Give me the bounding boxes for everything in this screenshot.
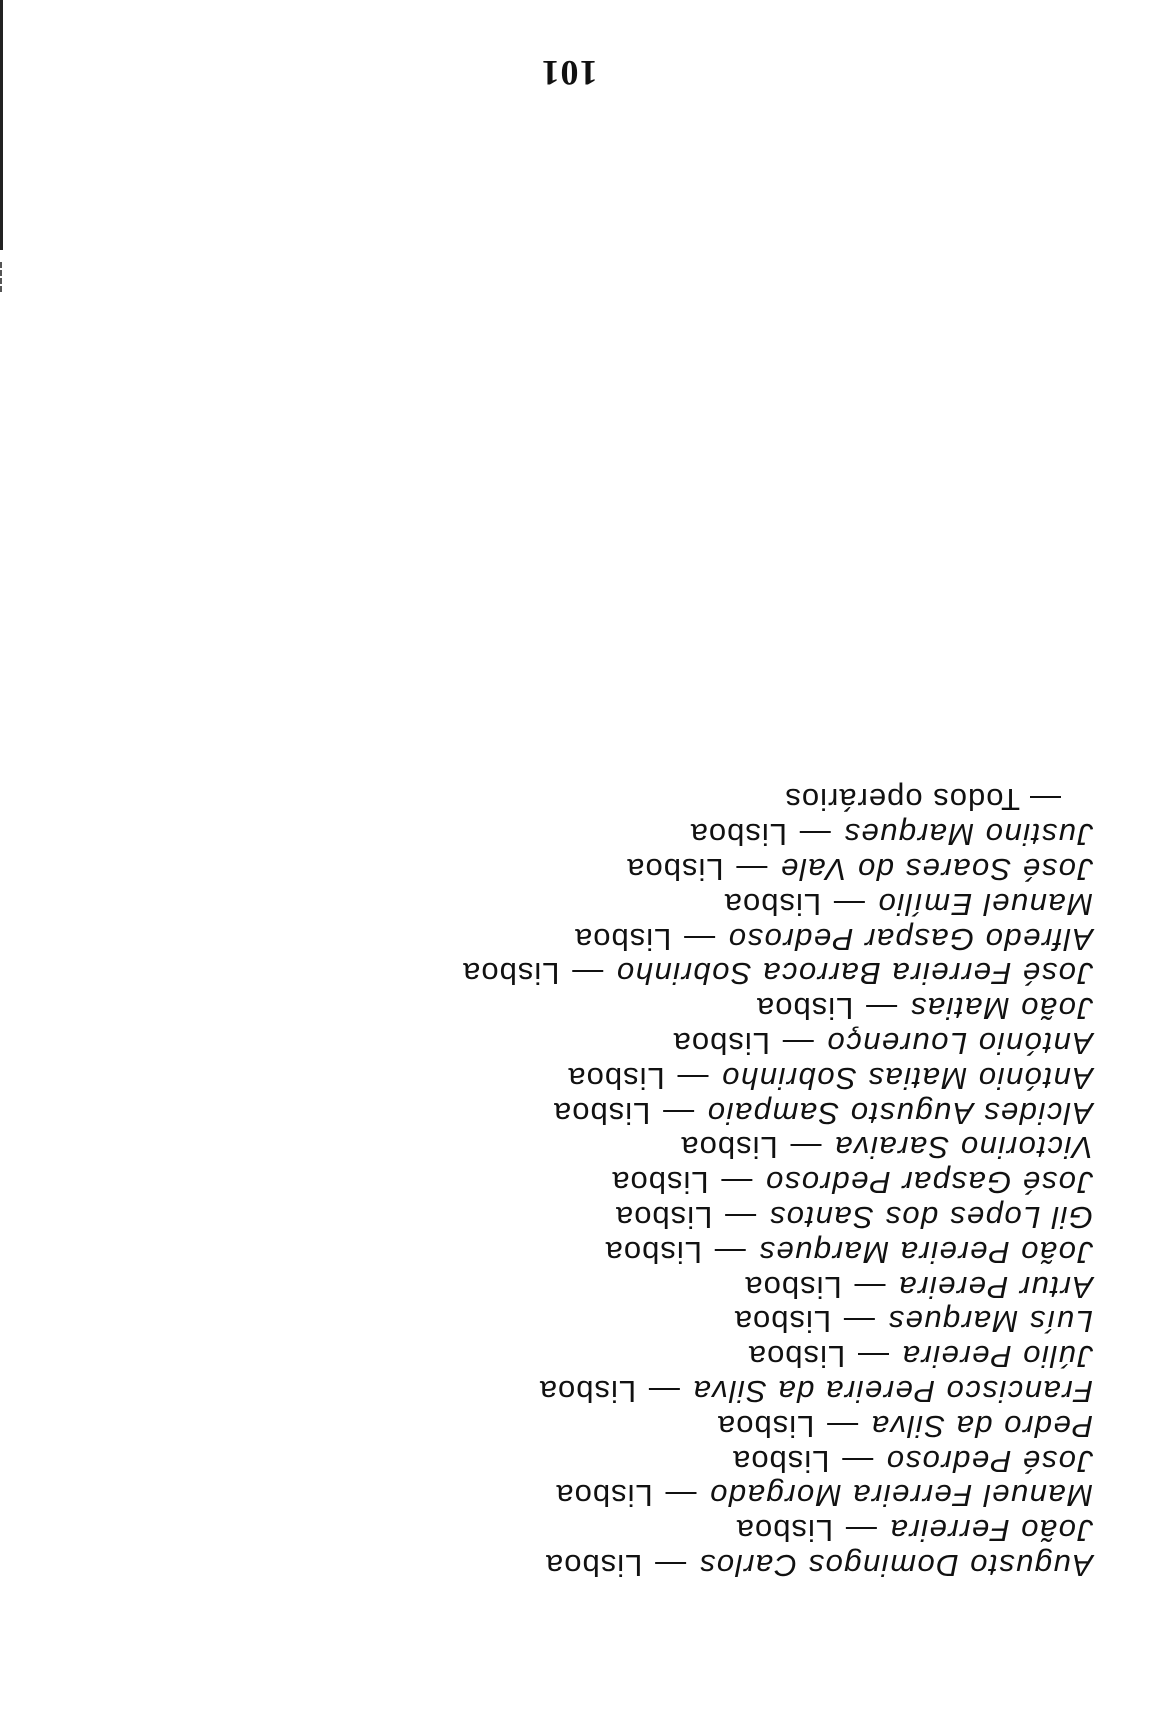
signatory-name: Augusto Domingos Carlos	[698, 1548, 1093, 1583]
separator-dash: —	[724, 1200, 757, 1236]
separator-dash: —	[676, 1060, 709, 1096]
signatory-city: Lisboa	[733, 1304, 832, 1340]
signatory-city: Lisboa	[744, 1269, 842, 1305]
signatory-entry	[462, 1269, 1093, 1304]
signatory-city: Lisboa	[717, 1408, 815, 1444]
separator-dash: —	[833, 886, 865, 922]
signatory-entry	[462, 886, 1093, 921]
signatory-city: Lisboa	[545, 1548, 643, 1583]
signatory-city: Lisboa	[555, 1478, 653, 1514]
signatory-name: Alcides Augusto Sampaio	[706, 1095, 1093, 1131]
separator-dash: —	[845, 1513, 877, 1549]
signatory-entry	[462, 851, 1093, 886]
separator-dash: —	[735, 852, 768, 888]
signatory-entry	[462, 1095, 1093, 1130]
signatory-name: João Matias	[909, 991, 1093, 1027]
separator-dash: —	[782, 1026, 814, 1062]
signatory-entry	[462, 921, 1093, 956]
signatory-name: José Gaspar Pedroso	[764, 1165, 1093, 1201]
signatory-entry	[462, 1199, 1093, 1234]
signatory-city: Lisboa	[626, 852, 724, 888]
signatory-name: João Pereira Marques	[758, 1234, 1093, 1270]
separator-dash: —	[664, 1478, 697, 1514]
signatory-entry	[462, 956, 1093, 991]
separator-dash: —	[841, 1443, 874, 1479]
signatory-entry	[462, 1164, 1093, 1199]
separator-dash: —	[789, 1130, 822, 1166]
signatory-name: Victorino Saraiva	[833, 1130, 1093, 1166]
signatory-city: Lisboa	[680, 1130, 778, 1166]
signatory-entry	[462, 1512, 1093, 1547]
signatory-city: Lisboa	[567, 1060, 665, 1096]
separator-dash: —	[865, 991, 898, 1027]
signatory-city: Lisboa	[723, 886, 822, 922]
separator-dash: —	[854, 1269, 886, 1305]
closing-note: — Todos operários	[784, 782, 1061, 818]
signatory-entry	[462, 1478, 1093, 1513]
page-number: 101	[540, 53, 598, 93]
separator-dash: —	[662, 1095, 695, 1131]
signatory-name: Gil Lopes dos Santos	[768, 1200, 1093, 1236]
separator-dash: —	[799, 817, 831, 853]
signatory-entry	[462, 1304, 1093, 1339]
signatory-entry	[462, 1408, 1093, 1443]
separator-dash: —	[857, 1339, 889, 1375]
signatory-name: Justino Marques	[843, 817, 1093, 853]
signatory-entry	[462, 990, 1093, 1025]
signatory-city: Lisboa	[614, 1200, 713, 1236]
separator-dash: —	[683, 921, 716, 957]
signatory-city: Lisboa	[611, 1165, 709, 1201]
signatory-name: Manuel Emílio	[877, 886, 1093, 922]
signatory-list	[462, 782, 1093, 1582]
signatory-name: António Matias Sobrinho	[720, 1060, 1093, 1096]
signatory-name: Francisco Pereira da Silva	[692, 1374, 1093, 1410]
signatory-city: Lisboa	[756, 991, 854, 1027]
separator-dash: —	[720, 1165, 753, 1201]
signatory-city: Lisboa	[672, 1026, 770, 1062]
signatory-entry	[462, 1234, 1093, 1269]
signatory-entry	[462, 816, 1093, 851]
signatory-entry	[462, 1373, 1093, 1408]
signatory-name: Manuel Ferreira Morgado	[708, 1478, 1093, 1514]
signatory-name: José Pedroso	[885, 1443, 1093, 1479]
signatory-name: Artur Pereira	[897, 1269, 1093, 1305]
signatory-name: Alfredo Gaspar Pedroso	[727, 921, 1093, 957]
signatory-city: Lisboa	[553, 1095, 651, 1131]
signatory-city: Lisboa	[538, 1374, 637, 1410]
signatory-entry	[462, 1547, 1093, 1582]
signatory-name: José Ferreira Barroca Sobrinho	[615, 956, 1093, 992]
signatory-name: António Lourenço	[825, 1026, 1093, 1062]
signatory-entry	[462, 1025, 1093, 1060]
signatory-entry	[462, 1338, 1093, 1373]
signatory-city: Lisboa	[574, 921, 672, 957]
separator-dash: —	[826, 1408, 859, 1444]
signatory-name: José Soares do Vale	[779, 852, 1093, 888]
signatory-name: Júlio Pereira	[901, 1339, 1093, 1375]
signatory-city: Lisboa	[732, 1443, 830, 1479]
signatory-name: Pedro da Silva	[870, 1408, 1093, 1444]
signatory-city: Lisboa	[735, 1513, 834, 1549]
separator-dash: —	[648, 1374, 680, 1410]
signatory-entry	[462, 1443, 1093, 1478]
separator-dash: —	[843, 1304, 875, 1340]
signatory-city: Lisboa	[747, 1339, 846, 1375]
signatory-name: João Ferreira	[889, 1513, 1093, 1549]
signatory-name: Luís Marques	[887, 1304, 1093, 1340]
signatory-city: Lisboa	[604, 1234, 702, 1270]
separator-dash: —	[654, 1548, 687, 1583]
signatory-entry	[462, 1130, 1093, 1165]
signatory-city: Lisboa	[462, 956, 560, 992]
signatory-city: Lisboa	[689, 817, 788, 853]
separator-dash: —	[571, 956, 604, 992]
separator-dash: —	[714, 1234, 746, 1270]
signatory-entry	[462, 1060, 1093, 1095]
